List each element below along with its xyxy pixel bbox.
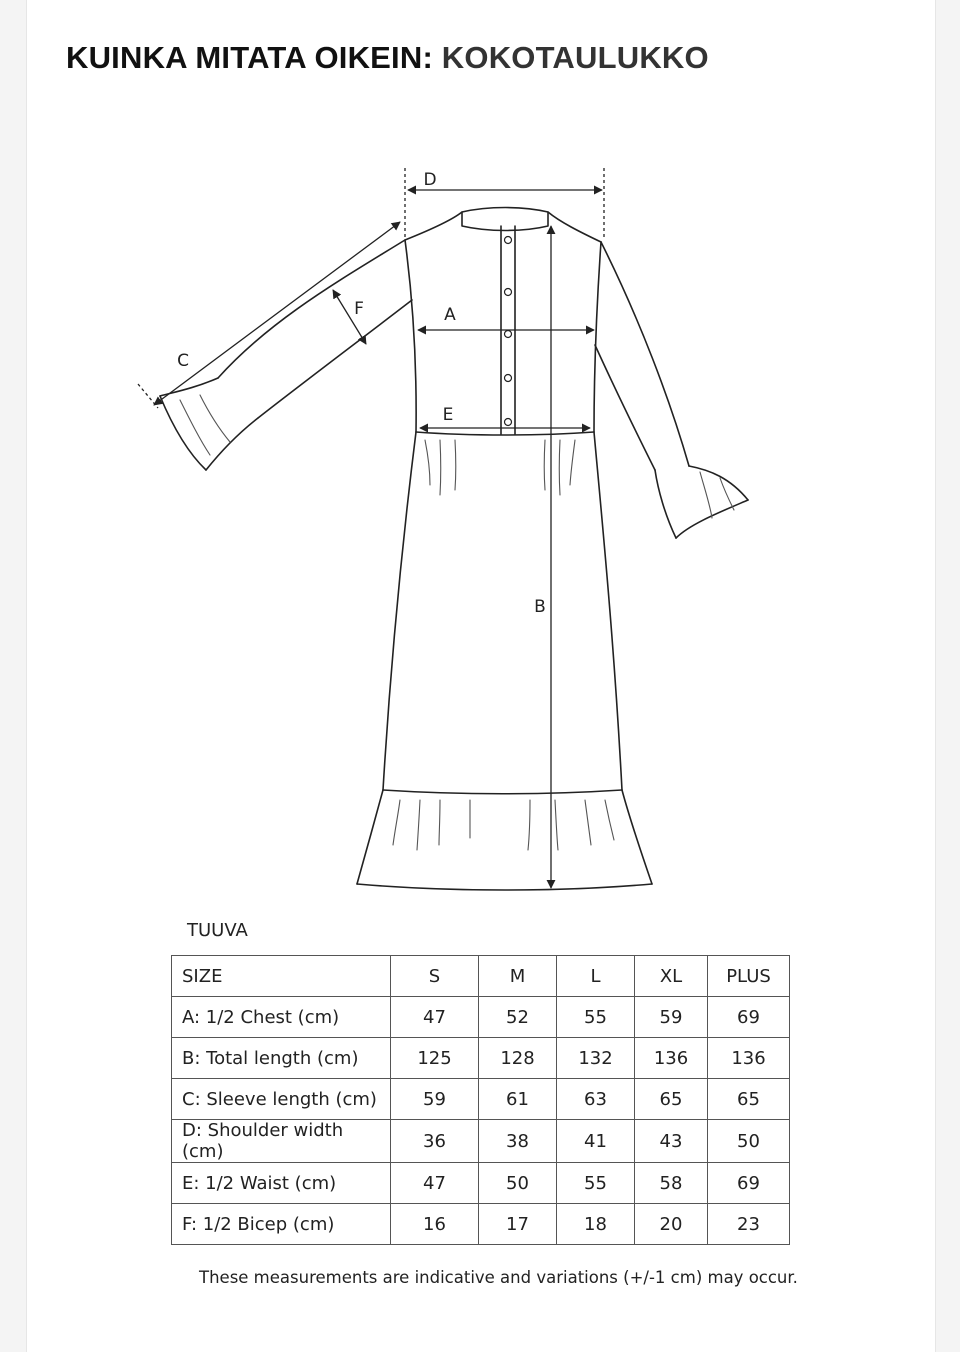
cell-value: 41: [557, 1120, 635, 1163]
page-title: [66, 40, 709, 76]
cell-value: 18: [557, 1204, 635, 1245]
cell-value: 38: [479, 1120, 557, 1163]
cell-value: 63: [557, 1079, 635, 1120]
label-b: B: [534, 597, 546, 617]
cell-value: 16: [391, 1204, 479, 1245]
product-name: TUUVA: [187, 920, 248, 941]
size-table: [171, 955, 790, 1245]
cell-value: 47: [391, 997, 479, 1038]
cell-value: 65: [635, 1079, 708, 1120]
header-plus: PLUS: [708, 956, 790, 997]
header-m: M: [479, 956, 557, 997]
dress-diagram: [0, 150, 960, 900]
table-row: [172, 1163, 790, 1204]
table-header-row: [172, 956, 790, 997]
cell-value: 128: [479, 1038, 557, 1079]
cell-value: 136: [708, 1038, 790, 1079]
label-a: A: [444, 305, 456, 325]
cell-value: 59: [391, 1079, 479, 1120]
cell-value: 61: [479, 1079, 557, 1120]
cell-value: 55: [557, 1163, 635, 1204]
header-xl: XL: [635, 956, 708, 997]
cell-value: 50: [479, 1163, 557, 1204]
cell-value: 50: [708, 1120, 790, 1163]
cell-value: 23: [708, 1204, 790, 1245]
cell-value: 55: [557, 997, 635, 1038]
dress-drawing: [0, 150, 960, 900]
cell-value: 58: [635, 1163, 708, 1204]
title-sub: KOKOTAULUKKO: [441, 40, 709, 75]
cell-value: 69: [708, 1163, 790, 1204]
header-size: SIZE: [172, 956, 391, 997]
label-e: E: [442, 405, 454, 425]
cell-value: 43: [635, 1120, 708, 1163]
header-l: L: [557, 956, 635, 997]
cell-value: 59: [635, 997, 708, 1038]
label-f: F: [354, 299, 364, 319]
cell-value: 52: [479, 997, 557, 1038]
row-label: D: Shoulder width (cm): [172, 1120, 391, 1163]
measurement-note: These measurements are indicative and variations (+/-1 cm) may occur.: [199, 1268, 798, 1287]
cell-value: 47: [391, 1163, 479, 1204]
table-row: [172, 1079, 790, 1120]
row-label: F: 1/2 Bicep (cm): [172, 1204, 391, 1245]
row-label: E: 1/2 Waist (cm): [172, 1163, 391, 1204]
cell-value: 20: [635, 1204, 708, 1245]
measure-lines: [138, 168, 604, 888]
title-main: KUINKA MITATA OIKEIN:: [66, 40, 433, 75]
cell-value: 136: [635, 1038, 708, 1079]
cell-value: 65: [708, 1079, 790, 1120]
table-row: [172, 1120, 790, 1163]
cell-value: 132: [557, 1038, 635, 1079]
label-c: C: [177, 351, 189, 371]
table-row: [172, 1204, 790, 1245]
buttons: [505, 237, 512, 426]
row-label: A: 1/2 Chest (cm): [172, 997, 391, 1038]
row-label: B: Total length (cm): [172, 1038, 391, 1079]
table-row: [172, 1038, 790, 1079]
row-label: C: Sleeve length (cm): [172, 1079, 391, 1120]
cell-value: 36: [391, 1120, 479, 1163]
cell-value: 69: [708, 997, 790, 1038]
cell-value: 17: [479, 1204, 557, 1245]
header-s: S: [391, 956, 479, 997]
label-d: D: [423, 170, 437, 190]
table-row: [172, 997, 790, 1038]
cell-value: 125: [391, 1038, 479, 1079]
